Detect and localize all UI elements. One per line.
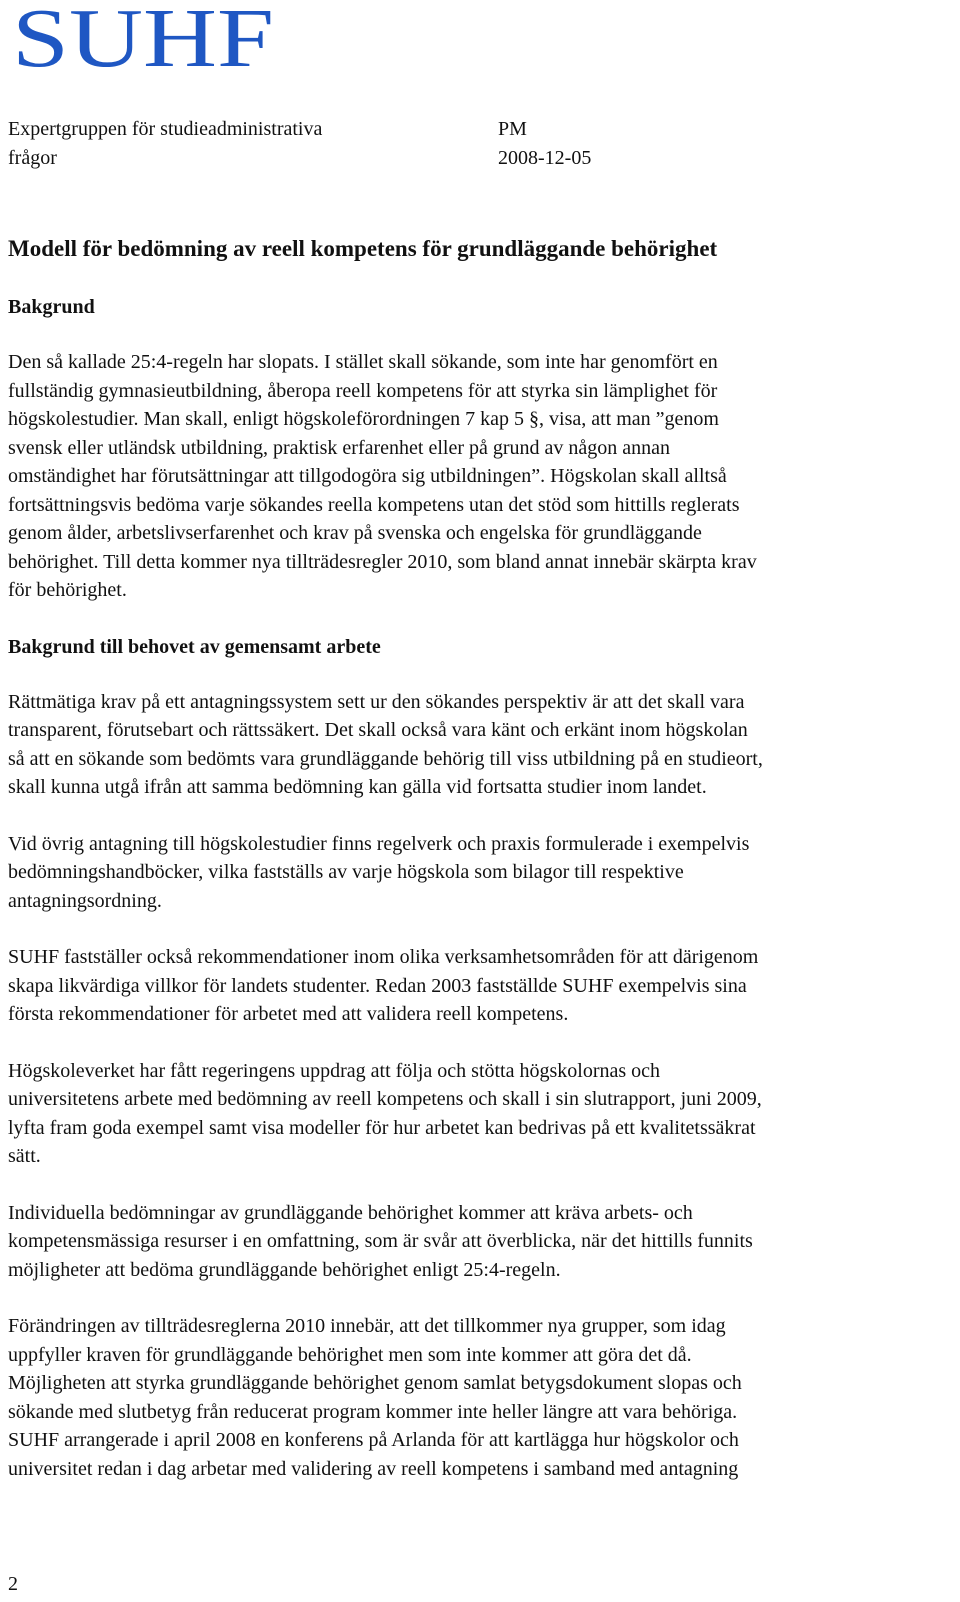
paragraph-suhf-rekommendationer — [8, 943, 943, 1029]
suhf-logo — [12, 0, 282, 80]
text-line: Rättmätiga krav på ett antagningssystem sett ur den sökandes perspektiv är att det skall vara — [8, 690, 745, 713]
section-heading-behov: Bakgrund till behovet av gemensamt arbete — [8, 635, 381, 658]
text-line: SUHF arrangerade i april 2008 en konferens på Arlanda för att kartlägga hur högskolor och — [8, 1429, 739, 1451]
text-line: fortsättningsvis bedöma varje sökandes reella kompetens utan det stöd som hittills reglerats — [8, 493, 740, 516]
text-line: genom ålder, arbetslivserfarenhet och krav på svenska och engelska för grundläggande — [8, 522, 702, 544]
text-line: bedömningshandböcker, vilka fastställs av varje högskola som bilagor till respektive — [8, 861, 684, 883]
svg-text:SUHF: SUHF — [12, 0, 274, 80]
text-line: sökande med slutbetyg från reducerat program kommer inte heller längre att vara behöriga. — [8, 1400, 738, 1423]
text-line: transparent, förutsebart och rättssäkert. Det skall också vara känt och erkänt inom högskolan — [8, 719, 748, 741]
text-line: svensk eller utländsk utbildning, praktisk erfarenhet eller på grund av någon annan — [8, 436, 671, 459]
section-heading-bakgrund: Bakgrund — [8, 296, 95, 318]
paragraph-ovrig-antagning — [8, 830, 943, 916]
text-line: Vid övrig antagning till högskolestudier finns regelverk och praxis formulerade i exempelvis — [8, 832, 750, 855]
text-line: första rekommendationer för arbetet med att validera reell kompetens. — [8, 1003, 569, 1025]
text-line: Högskoleverket har fått regeringens uppdrag att följa och stötta högskolornas och — [8, 1059, 661, 1082]
text-line: möjligheter att bedöma grundläggande behörighet enligt 25:4-regeln. — [8, 1258, 561, 1281]
text-line: universitet redan i dag arbetar med validering av reell kompetens i samband med antagning — [8, 1457, 739, 1480]
paragraph-forandringen — [8, 1312, 943, 1483]
text-line: fullständig gymnasieutbildning, åberopa reell kompetens för att styrka sin lämplighet för — [8, 379, 718, 402]
paragraph-individuella-bedomningar — [8, 1199, 943, 1285]
text-line: antagningsordning. — [8, 889, 162, 912]
text-line: för behörighet. — [8, 579, 127, 601]
document-title: Modell för bedömning av reell kompetens för grundläggande behörighet — [8, 236, 718, 261]
page-number: 2 — [8, 1573, 18, 1595]
text-line: Möjligheten att styrka grundläggande behörighet genom samlat betygsdokument slopas och — [8, 1372, 742, 1394]
text-line: så att en sökande som bedömts vara grundläggande behörig till viss utbildning på en studieort, — [8, 747, 763, 770]
paragraph-krav — [8, 688, 943, 802]
organisation-line-2: frågor — [8, 147, 57, 169]
text-line: uppfyller kraven för grundläggande behörighet men som inte kommer att göra det då. — [8, 1343, 692, 1366]
text-line: Individuella bedömningar av grundläggande behörighet kommer att kräva arbets- och — [8, 1201, 693, 1224]
doc-type: PM — [498, 118, 527, 140]
text-line: Den så kallade 25:4-regeln har slopats. I stället skall sökande, som inte har genomfört en — [8, 351, 718, 373]
document-body — [8, 234, 943, 1511]
text-line: högskolestudier. Man skall, enligt högskoleförordningen 7 kap 5 §, visa, att man ”genom — [8, 408, 719, 430]
text-line: skapa likvärdiga villkor för landets studenter. Redan 2003 fastställde SUHF exempelvis sina — [8, 974, 747, 997]
text-line: universitetens arbete med bedömning av reell kompetens och skall i sin slutrapport, juni 2009, — [8, 1088, 762, 1110]
organisation-line-1: Expertgruppen för studieadministrativa — [8, 118, 323, 140]
text-line: omständighet har förutsättningar att tillgodogöra sig utbildningen”. Högskolan skall alltså — [8, 465, 727, 487]
paragraph-hogskoleverket — [8, 1057, 943, 1171]
sender-block — [8, 115, 478, 173]
suhf-logo-graphic — [12, 0, 282, 80]
doc-info-block — [498, 115, 898, 173]
paragraph-bakgrund — [8, 348, 943, 605]
text-line: lyfta fram goda exempel samt visa modeller för hur arbetet kan bedrivas på ett kvalitetssäkrat — [8, 1116, 756, 1139]
text-line: sätt. — [8, 1145, 41, 1167]
text-line: Förändringen av tillträdesreglerna 2010 innebär, att det tillkommer nya grupper, som idag — [8, 1315, 726, 1337]
text-line: kompetensmässiga resurser i en omfattning, som är svår att överblicka, när det hittills funnits — [8, 1230, 753, 1252]
text-line: behörighet. Till detta kommer nya tillträdesregler 2010, som bland annat innebär skärpta krav — [8, 550, 757, 573]
text-line: SUHF fastställer också rekommendationer inom olika verksamhetsområden för att därigenom — [8, 946, 759, 968]
doc-date: 2008-12-05 — [498, 147, 592, 169]
text-line: skall kunna utgå ifrån att samma bedömning kan gälla vid fortsatta studier inom landet. — [8, 776, 707, 798]
